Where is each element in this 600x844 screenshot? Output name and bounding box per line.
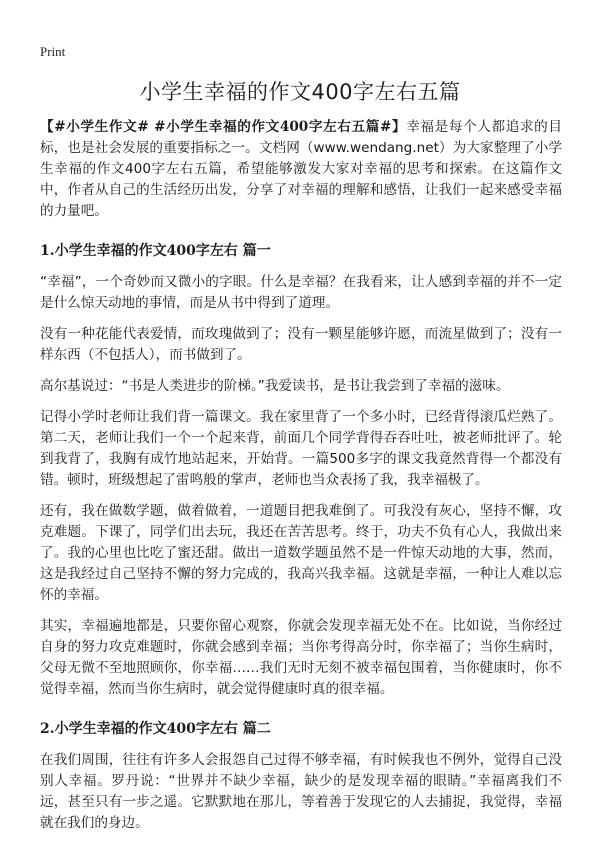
- intro-paragraph: [40, 117, 562, 222]
- paragraph: 其实，幸福遍地都是，只要你留心观察，你就会发现幸福无处不在。比如说，当你经过自身的努力攻克难题时，你就会感到幸福；当你考得高分时，你幸福了；当你生病时，父母无微不至地照顾你，你幸福……我们无时无刻不被幸福包围着，当你健康时，你不觉得幸福，然而当你生病时，就会觉得健康时真的很幸福。: [40, 618, 562, 697]
- paragraph: “幸福”，一个奇妙而又微小的字眼。什么是幸福？在我看来，让人感到幸福的并不一定是什么惊天动地的事情，而是从书中得到了道理。: [40, 274, 562, 311]
- paragraph: 没有一种花能代表爱情，而玫瑰做到了；没有一颗星能够许愿，而流星做到了；没有一样东西（不包括人），而书做到了。: [40, 326, 562, 363]
- intro-text: 幸福是每个人都追求的目标，也是社会发展的重要指标之一。文档网（www.wendang.net）为大家整理了小学生幸福的作文400字左右五篇，希望能够激发大家对幸福的思考和探索。在这篇作文中，作者从自己的生活经历出发，分享了对幸福的理解和感悟，让我们一起来感受幸福的力量吧。: [40, 119, 562, 219]
- paragraph: 记得小学时老师让我们背一篇课文。我在家里背了一个多小时，已经背得滚瓜烂熟了。第二天，老师让我们一个一个起来背，前面几个同学背得吞吞吐吐，被老师批评了。轮到我背了，我胸有成竹地站起来，开始背。一篇500多字的课文我竟然背得一个都没有错。顿时，班级想起了雷鸣般的掌声，老师也当众表扬了我，我幸福极了。: [40, 409, 562, 488]
- paragraph: 高尔基说过：“书是人类进步的阶梯。”我爱读书，是书让我尝到了幸福的滋味。: [40, 378, 510, 394]
- section-heading: 1.小学生幸福的作文400字左右 篇一: [40, 243, 271, 259]
- paragraph: 还有，我在做数学题，做着做着，一道题目把我难倒了。可我没有灰心，坚持不懈，攻克难题。下课了，同学们出去玩，我还在苦苦思考。终于，功夫不负有心人，我做出来了。我的心里也比吃了蜜还甜。做出一道数学题虽然不是一件惊天动地的大事，然而，这是我经过自己坚持不懈的努力完成的，我高兴我幸福。这就是幸福，一种让人难以忘怀的幸福。: [40, 503, 562, 603]
- print-link[interactable]: Print: [40, 44, 66, 59]
- article-body: [40, 117, 562, 844]
- paragraph: 在我们周围，往往有许多人会报怨自己过得不够幸福，有时候我也不例外，觉得自己没别人幸福。罗丹说：“世界并不缺少幸福，缺少的是发现幸福的眼睛。”幸福离我们不远，甚至只有一步之遥。它默默地在那儿，等着善于发现它的人去捕捉，我觉得，幸福就在我们的身边。: [40, 752, 562, 831]
- intro-tags: 【#小学生作文# #小学生幸福的作文400字左右五篇#】: [40, 119, 407, 135]
- section-heading: 2.小学生幸福的作文400字左右 篇二: [40, 721, 271, 737]
- page-title: 小学生幸福的作文400字左右五篇: [139, 80, 461, 104]
